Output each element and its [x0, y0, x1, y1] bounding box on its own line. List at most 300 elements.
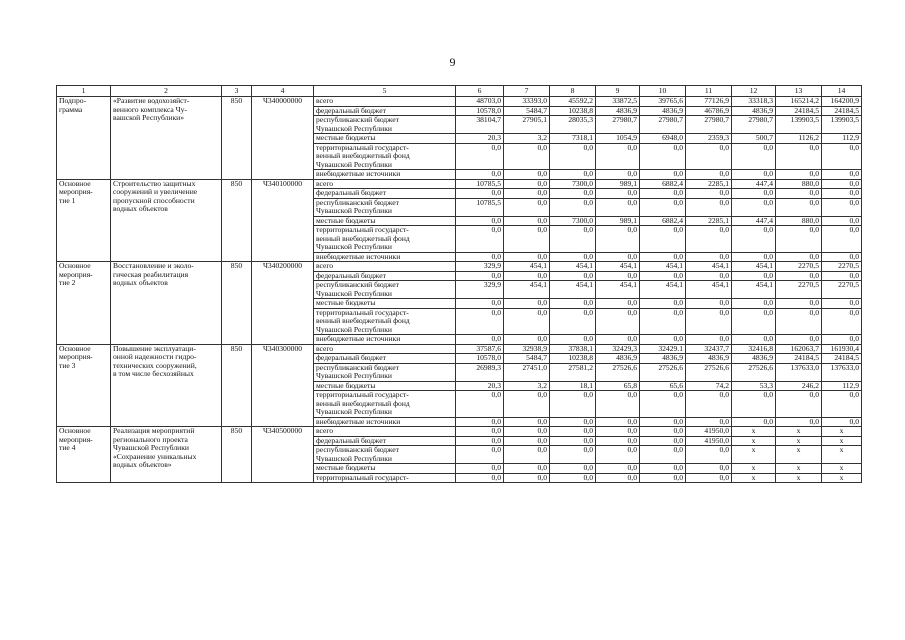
amount-cell: 0,0 — [550, 308, 596, 335]
amount-cell: 10238,8 — [550, 106, 596, 116]
amount-cell: 2285,1 — [686, 179, 732, 189]
amount-cell: 0,0 — [550, 198, 596, 216]
amount-cell: 0,0 — [640, 464, 686, 474]
funding-source-cell: федеральный бюджет — [314, 354, 456, 364]
amount-cell: 0,0 — [640, 271, 686, 281]
amount-cell: 0,0 — [504, 335, 550, 345]
amount-cell: 0,0 — [686, 473, 732, 483]
amount-cell: 46786,9 — [686, 106, 732, 116]
amount-cell: 0,0 — [456, 271, 504, 281]
amount-cell: 454,1 — [686, 281, 732, 299]
column-number-12: 12 — [732, 86, 776, 97]
amount-cell: 454,1 — [640, 281, 686, 299]
amount-cell: 0,0 — [596, 464, 640, 474]
amount-cell: 447,4 — [732, 216, 776, 226]
amount-cell: 4836,9 — [596, 106, 640, 116]
amount-cell: 454,1 — [596, 281, 640, 299]
amount-cell: 27526,6 — [732, 363, 776, 381]
amount-cell: 4836,9 — [686, 354, 732, 364]
amount-cell: 37587,6 — [456, 344, 504, 354]
amount-cell: 0,0 — [596, 252, 640, 262]
amount-cell: 0,0 — [596, 170, 640, 180]
amount-cell: 0,0 — [732, 271, 776, 281]
budget-classification-code-cell: Ч340300000 — [252, 344, 314, 427]
column-number-3: 3 — [222, 86, 252, 97]
funding-source-cell: федеральный бюджет — [314, 271, 456, 281]
amount-cell: 27980,7 — [640, 116, 686, 134]
amount-cell: 0,0 — [732, 417, 776, 427]
amount-cell: 5484,7 — [504, 106, 550, 116]
amount-cell: 28035,3 — [550, 116, 596, 134]
amount-cell: x — [776, 427, 822, 437]
funding-source-cell: республиканский бюджет Чувашской Республики — [314, 363, 456, 381]
amount-cell: 0,0 — [732, 198, 776, 216]
amount-cell: 880,0 — [776, 179, 822, 189]
amount-cell: x — [732, 473, 776, 483]
amount-cell: 0,0 — [776, 299, 822, 309]
amount-cell: 454,1 — [732, 262, 776, 272]
amount-cell: 112,9 — [822, 381, 862, 391]
amount-cell: 454,1 — [550, 281, 596, 299]
amount-cell: 0,0 — [640, 226, 686, 253]
amount-cell: x — [822, 446, 862, 464]
amount-cell: 0,0 — [686, 271, 732, 281]
amount-cell: 0,0 — [456, 143, 504, 170]
table-row — [57, 262, 862, 272]
amount-cell: 0,0 — [504, 473, 550, 483]
amount-cell: 0,0 — [640, 252, 686, 262]
amount-cell: 0,0 — [504, 271, 550, 281]
funding-source-cell: всего — [314, 97, 456, 107]
funding-source-cell: всего — [314, 344, 456, 354]
amount-cell: 0,0 — [686, 198, 732, 216]
amount-cell: 989,1 — [596, 179, 640, 189]
amount-cell: 32429,3 — [596, 344, 640, 354]
status-cell: Основное мероприя- тие 2 — [57, 262, 111, 345]
amount-cell: 53,3 — [732, 381, 776, 391]
amount-cell: 447,4 — [732, 179, 776, 189]
amount-cell: 0,0 — [596, 308, 640, 335]
amount-cell: 165214,2 — [776, 97, 822, 107]
amount-cell: 0,0 — [822, 335, 862, 345]
amount-cell: 0,0 — [640, 299, 686, 309]
amount-cell: x — [822, 427, 862, 437]
amount-cell: 0,0 — [456, 252, 504, 262]
amount-cell: 164200,9 — [822, 97, 862, 107]
amount-cell: 0,0 — [822, 299, 862, 309]
amount-cell: 162063,7 — [776, 344, 822, 354]
amount-cell: 137633,0 — [776, 363, 822, 381]
amount-cell: 48703,0 — [456, 97, 504, 107]
amount-cell: 0,0 — [550, 436, 596, 446]
amount-cell: 0,0 — [504, 198, 550, 216]
column-number-10: 10 — [640, 86, 686, 97]
amount-cell: 500,7 — [732, 134, 776, 144]
amount-cell: x — [732, 464, 776, 474]
column-number-row — [57, 86, 862, 97]
amount-cell: 0,0 — [596, 417, 640, 427]
amount-cell: 454,1 — [732, 281, 776, 299]
amount-cell: 0,0 — [822, 226, 862, 253]
amount-cell: 0,0 — [456, 417, 504, 427]
amount-cell: 0,0 — [732, 143, 776, 170]
amount-cell: 41950,0 — [686, 427, 732, 437]
table-row — [57, 344, 862, 354]
amount-cell: 454,1 — [504, 262, 550, 272]
funding-source-cell: всего — [314, 427, 456, 437]
amount-cell: 0,0 — [686, 391, 732, 418]
amount-cell: 65,6 — [640, 381, 686, 391]
amount-cell: 0,0 — [640, 308, 686, 335]
amount-cell: 139903,5 — [822, 116, 862, 134]
amount-cell: 0,0 — [776, 335, 822, 345]
funding-source-cell: всего — [314, 179, 456, 189]
funding-source-cell: местные бюджеты — [314, 134, 456, 144]
amount-cell: x — [776, 473, 822, 483]
amount-cell: 0,0 — [686, 446, 732, 464]
amount-cell: 10578,0 — [456, 354, 504, 364]
amount-cell: 329,9 — [456, 262, 504, 272]
amount-cell: 0,0 — [504, 391, 550, 418]
grbs-code-cell: 850 — [222, 179, 252, 262]
funding-source-cell: республиканский бюджет Чувашской Республики — [314, 281, 456, 299]
amount-cell: 27526,6 — [640, 363, 686, 381]
amount-cell: 27980,7 — [732, 116, 776, 134]
amount-cell: 0,0 — [640, 335, 686, 345]
column-number-4: 4 — [252, 86, 314, 97]
amount-cell: 0,0 — [456, 427, 504, 437]
amount-cell: 0,0 — [732, 299, 776, 309]
amount-cell: 0,0 — [686, 143, 732, 170]
funding-source-cell: республиканский бюджет Чувашской Республики — [314, 116, 456, 134]
funding-source-cell: внебюджетные источники — [314, 417, 456, 427]
amount-cell: 0,0 — [504, 226, 550, 253]
column-number-9: 9 — [596, 86, 640, 97]
amount-cell: 0,0 — [686, 417, 732, 427]
funding-source-cell: местные бюджеты — [314, 216, 456, 226]
amount-cell: 0,0 — [686, 299, 732, 309]
amount-cell: 32416,8 — [732, 344, 776, 354]
funding-source-cell: территориальный государст- — [314, 473, 456, 483]
funding-source-cell: территориальный государст- венный внебюджетный фонд Чувашской Республики — [314, 391, 456, 418]
funding-source-cell: местные бюджеты — [314, 464, 456, 474]
funding-source-cell: республиканский бюджет Чувашской Республики — [314, 446, 456, 464]
amount-cell: 0,0 — [640, 391, 686, 418]
amount-cell: x — [776, 436, 822, 446]
amount-cell: 20,3 — [456, 134, 504, 144]
budget-table — [56, 85, 862, 483]
amount-cell: 39765,6 — [640, 97, 686, 107]
column-number-7: 7 — [504, 86, 550, 97]
amount-cell: 0,0 — [640, 189, 686, 199]
budget-classification-code-cell: Ч340200000 — [252, 262, 314, 345]
amount-cell: 0,0 — [686, 189, 732, 199]
amount-cell: 0,0 — [596, 335, 640, 345]
amount-cell: 0,0 — [776, 271, 822, 281]
amount-cell: 45592,2 — [550, 97, 596, 107]
amount-cell: 3,2 — [504, 134, 550, 144]
amount-cell: 2270,5 — [776, 281, 822, 299]
amount-cell: 0,0 — [776, 198, 822, 216]
amount-cell: 3,2 — [504, 381, 550, 391]
funding-source-cell: территориальный государст- венный внебюджетный фонд Чувашской Республики — [314, 226, 456, 253]
amount-cell: 4836,9 — [732, 106, 776, 116]
amount-cell: 454,1 — [640, 262, 686, 272]
amount-cell: 0,0 — [596, 473, 640, 483]
amount-cell: 0,0 — [456, 436, 504, 446]
funding-source-cell: территориальный государст- венный внебюджетный фонд Чувашской Республики — [314, 143, 456, 170]
funding-source-cell: территориальный государст- венный внебюджетный фонд Чувашской Республики — [314, 308, 456, 335]
amount-cell: 20,3 — [456, 381, 504, 391]
amount-cell: 0,0 — [640, 436, 686, 446]
amount-cell: 0,0 — [822, 198, 862, 216]
amount-cell: 24184,5 — [822, 106, 862, 116]
amount-cell: 10785,5 — [456, 198, 504, 216]
amount-cell: 0,0 — [732, 252, 776, 262]
amount-cell: 0,0 — [776, 308, 822, 335]
amount-cell: 0,0 — [596, 446, 640, 464]
amount-cell: 10238,8 — [550, 354, 596, 364]
status-cell: Основное мероприя- тие 3 — [57, 344, 111, 427]
amount-cell: 18,1 — [550, 381, 596, 391]
amount-cell: 2359,3 — [686, 134, 732, 144]
amount-cell: 4836,9 — [640, 106, 686, 116]
grbs-code-cell: 850 — [222, 262, 252, 345]
amount-cell: 6882,4 — [640, 179, 686, 189]
amount-cell: 0,0 — [686, 464, 732, 474]
amount-cell: 0,0 — [686, 252, 732, 262]
column-number-2: 2 — [111, 86, 222, 97]
amount-cell: 10578,0 — [456, 106, 504, 116]
funding-source-cell: всего — [314, 262, 456, 272]
funding-source-cell: федеральный бюджет — [314, 106, 456, 116]
amount-cell: 0,0 — [640, 198, 686, 216]
amount-cell: 112,9 — [822, 134, 862, 144]
amount-cell: 0,0 — [822, 391, 862, 418]
amount-cell: 1054,9 — [596, 134, 640, 144]
amount-cell: 0,0 — [640, 417, 686, 427]
amount-cell: 0,0 — [822, 252, 862, 262]
amount-cell: 7300,0 — [550, 216, 596, 226]
column-number-1: 1 — [57, 86, 111, 97]
amount-cell: 41950,0 — [686, 436, 732, 446]
amount-cell: x — [732, 436, 776, 446]
amount-cell: 2270,5 — [822, 281, 862, 299]
amount-cell: 0,0 — [822, 179, 862, 189]
amount-cell: 0,0 — [504, 436, 550, 446]
amount-cell: 0,0 — [456, 299, 504, 309]
amount-cell: 27581,2 — [550, 363, 596, 381]
amount-cell: 0,0 — [456, 308, 504, 335]
amount-cell: 6882,4 — [640, 216, 686, 226]
amount-cell: 0,0 — [596, 189, 640, 199]
amount-cell: 0,0 — [504, 308, 550, 335]
amount-cell: 0,0 — [640, 170, 686, 180]
amount-cell: 0,0 — [776, 170, 822, 180]
amount-cell: 77126,9 — [686, 97, 732, 107]
column-number-6: 6 — [456, 86, 504, 97]
amount-cell: 7300,0 — [550, 179, 596, 189]
amount-cell: 0,0 — [640, 446, 686, 464]
funding-source-cell: местные бюджеты — [314, 381, 456, 391]
funding-source-cell: республиканский бюджет Чувашской Республики — [314, 198, 456, 216]
budget-classification-code-cell: Ч340000000 — [252, 97, 314, 180]
status-cell: Основное мероприя- тие 4 — [57, 427, 111, 483]
amount-cell: 0,0 — [504, 252, 550, 262]
amount-cell: 24184,5 — [776, 106, 822, 116]
amount-cell: 32429.1 — [640, 344, 686, 354]
amount-cell: 246,2 — [776, 381, 822, 391]
amount-cell: 24184,5 — [776, 354, 822, 364]
column-number-5: 5 — [314, 86, 456, 97]
amount-cell: 2285,1 — [686, 216, 732, 226]
amount-cell: 0,0 — [550, 427, 596, 437]
budget-classification-code-cell: Ч340100000 — [252, 179, 314, 262]
table-row — [57, 427, 862, 437]
amount-cell: 27905,1 — [504, 116, 550, 134]
amount-cell: 0,0 — [456, 391, 504, 418]
program-name-cell: Строительство защитных сооружений и увеличение пропускной способности водных объектов — [111, 179, 222, 262]
budget-classification-code-cell: Ч340500000 — [252, 427, 314, 483]
amount-cell: 0,0 — [504, 417, 550, 427]
amount-cell: 0,0 — [596, 198, 640, 216]
amount-cell: 0,0 — [776, 143, 822, 170]
column-number-11: 11 — [686, 86, 732, 97]
amount-cell: 0,0 — [550, 170, 596, 180]
column-number-13: 13 — [776, 86, 822, 97]
amount-cell: 2270,5 — [822, 262, 862, 272]
amount-cell: 27526,6 — [596, 363, 640, 381]
amount-cell: 33872,5 — [596, 97, 640, 107]
amount-cell: 0,0 — [596, 436, 640, 446]
amount-cell: 0,0 — [686, 335, 732, 345]
amount-cell: 454,1 — [504, 281, 550, 299]
amount-cell: 0,0 — [686, 170, 732, 180]
amount-cell: 0,0 — [504, 464, 550, 474]
amount-cell: 27980,7 — [596, 116, 640, 134]
amount-cell: 0,0 — [456, 170, 504, 180]
table-row — [57, 179, 862, 189]
amount-cell: 0,0 — [596, 271, 640, 281]
column-number-8: 8 — [550, 86, 596, 97]
amount-cell: 27980,7 — [686, 116, 732, 134]
amount-cell: 0,0 — [550, 417, 596, 427]
funding-source-cell: внебюджетные источники — [314, 170, 456, 180]
amount-cell: 65,8 — [596, 381, 640, 391]
amount-cell: 0,0 — [822, 417, 862, 427]
amount-cell: 0,0 — [822, 216, 862, 226]
amount-cell: 0,0 — [456, 335, 504, 345]
status-cell: Подпро- грамма — [57, 97, 111, 180]
amount-cell: 7318,1 — [550, 134, 596, 144]
funding-source-cell: внебюджетные источники — [314, 252, 456, 262]
amount-cell: 0,0 — [776, 252, 822, 262]
amount-cell: 0,0 — [550, 143, 596, 170]
amount-cell: 0,0 — [550, 189, 596, 199]
amount-cell: 0,0 — [776, 189, 822, 199]
amount-cell: 33393,0 — [504, 97, 550, 107]
program-name-cell: Повышение эксплуатаци- онной надежности гидро- технических сооружений, в том числе бесхозяйных — [111, 344, 222, 427]
amount-cell: 0,0 — [686, 226, 732, 253]
amount-cell: 0,0 — [596, 299, 640, 309]
grbs-code-cell: 850 — [222, 427, 252, 483]
amount-cell: 0,0 — [504, 427, 550, 437]
amount-cell: 161930,4 — [822, 344, 862, 354]
amount-cell: 0,0 — [550, 299, 596, 309]
amount-cell: x — [776, 446, 822, 464]
amount-cell: 0,0 — [822, 170, 862, 180]
amount-cell: 454,1 — [686, 262, 732, 272]
amount-cell: 10785,5 — [456, 179, 504, 189]
amount-cell: 454,1 — [550, 262, 596, 272]
amount-cell: 0,0 — [596, 391, 640, 418]
amount-cell: 0,0 — [596, 143, 640, 170]
funding-source-cell: внебюджетные источники — [314, 335, 456, 345]
amount-cell: 0,0 — [822, 308, 862, 335]
amount-cell: x — [776, 464, 822, 474]
amount-cell: 37838,1 — [550, 344, 596, 354]
amount-cell: 0,0 — [640, 143, 686, 170]
amount-cell: 0,0 — [732, 226, 776, 253]
amount-cell: 27451,0 — [504, 363, 550, 381]
program-name-cell: Реализация мероприятий регионального проекта Чувашской Республики «Сохранение уникальных водных объектов» — [111, 427, 222, 483]
amount-cell: 27526,6 — [686, 363, 732, 381]
amount-cell: 26989,3 — [456, 363, 504, 381]
amount-cell: x — [732, 427, 776, 437]
amount-cell: 0,0 — [456, 464, 504, 474]
amount-cell: 0,0 — [732, 170, 776, 180]
amount-cell: 0,0 — [550, 391, 596, 418]
amount-cell: 0,0 — [596, 427, 640, 437]
amount-cell: 0,0 — [456, 446, 504, 464]
amount-cell: 0,0 — [550, 226, 596, 253]
funding-source-cell: местные бюджеты — [314, 299, 456, 309]
amount-cell: 454,1 — [596, 262, 640, 272]
column-number-14: 14 — [822, 86, 862, 97]
amount-cell: 0,0 — [822, 143, 862, 170]
amount-cell: 0,0 — [550, 473, 596, 483]
amount-cell: 989,1 — [596, 216, 640, 226]
amount-cell: 0,0 — [686, 308, 732, 335]
amount-cell: 0,0 — [504, 189, 550, 199]
amount-cell: 0,0 — [504, 170, 550, 180]
amount-cell: x — [732, 446, 776, 464]
amount-cell: 4836,9 — [596, 354, 640, 364]
amount-cell: 0,0 — [640, 427, 686, 437]
amount-cell: x — [822, 473, 862, 483]
grbs-code-cell: 850 — [222, 344, 252, 427]
page-number: 9 — [449, 55, 456, 69]
program-name-cell: Восстановление и эколо- гическая реабилитация водных объектов — [111, 262, 222, 345]
amount-cell: 0,0 — [550, 446, 596, 464]
amount-cell: 0,0 — [822, 271, 862, 281]
amount-cell: 0,0 — [596, 226, 640, 253]
amount-cell: 32938,9 — [504, 344, 550, 354]
amount-cell: 74,2 — [686, 381, 732, 391]
amount-cell: 6948,0 — [640, 134, 686, 144]
amount-cell: 38104,7 — [456, 116, 504, 134]
amount-cell: 0,0 — [456, 189, 504, 199]
amount-cell: 2270,5 — [776, 262, 822, 272]
funding-source-cell: федеральный бюджет — [314, 189, 456, 199]
grbs-code-cell: 850 — [222, 97, 252, 180]
amount-cell: 0,0 — [504, 179, 550, 189]
amount-cell: 4836,9 — [732, 354, 776, 364]
amount-cell: 0,0 — [550, 271, 596, 281]
amount-cell: 0,0 — [732, 391, 776, 418]
amount-cell: 0,0 — [776, 226, 822, 253]
amount-cell: 0,0 — [550, 464, 596, 474]
